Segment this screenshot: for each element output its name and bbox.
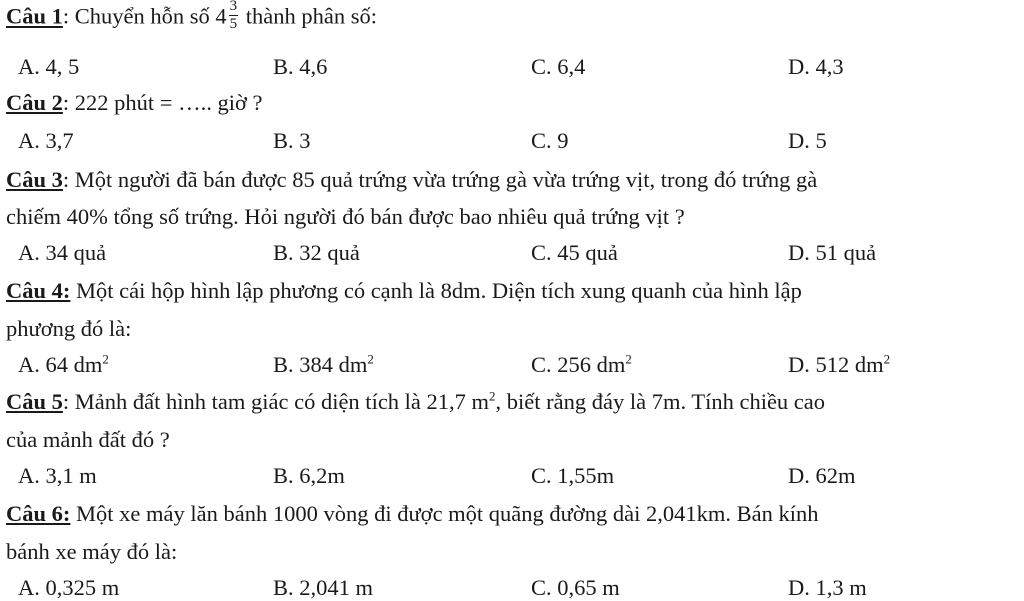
question-6-line-2: bánh xe máy đó là: (6, 539, 178, 564)
option-d[interactable]: D. 62m (788, 463, 856, 488)
question-text-end: thành phân số: (240, 3, 378, 29)
option-a[interactable]: A. 4, 5 (18, 54, 80, 79)
option-c[interactable]: C. 45 quả (531, 240, 618, 265)
option-b[interactable]: B. 6,2m (273, 463, 345, 488)
option-d[interactable]: D. 1,3 m (788, 575, 867, 600)
question-3-line-2: chiếm 40% tổng số trứng. Hỏi người đó bán được bao nhiêu quả trứng vịt ? (6, 204, 685, 229)
option-c[interactable]: C. 9 (531, 128, 569, 153)
question-label: Câu 4: (6, 278, 71, 303)
unit: dm (596, 352, 626, 377)
mixed-number-fraction (229, 0, 239, 32)
unit: dm (854, 352, 884, 377)
option-c[interactable]: C. 1,55m (531, 463, 615, 488)
option-c[interactable]: C. 0,65 m (531, 575, 620, 600)
option-a[interactable]: A. 64 $dm^2$ (18, 351, 109, 377)
question-5-line-2: của mảnh đất đó ? (6, 427, 170, 452)
question-text-end: , biết rằng đáy là 7m. Tính chiều cao (495, 389, 826, 414)
question-4 (6, 277, 802, 304)
unit-exponent: 2 (625, 351, 632, 367)
question-5 (6, 388, 825, 415)
question-label: Câu 1 (6, 3, 63, 29)
option-d[interactable]: D. 512 $dm^2$ (788, 351, 891, 377)
option-a[interactable]: A. 34 quả (18, 240, 107, 265)
option-d[interactable]: D. 51 quả (788, 240, 877, 265)
option-c[interactable]: C. 256 $dm^2$ (531, 351, 632, 377)
option-b[interactable]: B. 384 $dm^2$ (273, 351, 374, 377)
question-text: : Chuyển hỗn số 4 (62, 3, 227, 29)
option-d[interactable]: D. 5 (788, 128, 827, 153)
question-text: : Mảnh đất hình tam giác có diện tích là 21,7 m (62, 389, 490, 414)
option-c[interactable]: C. 6,4 (531, 54, 586, 79)
option-b[interactable]: B. 3 (273, 128, 311, 153)
question-3 (6, 166, 817, 193)
question-label: Câu 6: (6, 501, 71, 526)
unit: dm (338, 352, 368, 377)
unit-exponent: 2 (367, 351, 374, 367)
question-label: Câu 3 (6, 167, 63, 192)
option-b[interactable]: B. 32 quả (273, 240, 360, 265)
question-2 (6, 89, 262, 116)
option-b[interactable]: B. 2,041 m (273, 575, 374, 600)
unit: dm (73, 352, 103, 377)
option-d[interactable]: D. 4,3 (788, 54, 844, 79)
question-4-line-2: phương đó là: (6, 316, 132, 341)
area-exponent: 2 (489, 388, 496, 404)
option-a[interactable]: A. 0,325 m (18, 575, 120, 600)
unit-exponent: 2 (102, 351, 109, 367)
question-text: : Một người đã bán được 85 quả trứng vừa trứng gà vừa trứng vịt, trong đó trứng gà (62, 167, 818, 192)
unit-exponent: 2 (883, 351, 891, 367)
question-6 (6, 500, 819, 527)
question-text: Một cái hộp hình lập phương có cạnh là 8dm. Diện tích xung quanh của hình lập (70, 278, 802, 303)
option-a[interactable]: A. 3,1 m (18, 463, 97, 488)
option-b[interactable]: B. 4,6 (273, 54, 328, 79)
question-1 (6, 2, 377, 35)
question-label: Câu 2 (6, 90, 63, 115)
option-a[interactable]: A. 3,7 (18, 128, 74, 153)
question-text: Một xe máy lăn bánh 1000 vòng đi được một quãng đường dài 2,041km. Bán kính (70, 501, 819, 526)
question-label: Câu 5 (6, 389, 63, 414)
question-text: : 222 phút = ….. giờ ? (62, 90, 263, 115)
fraction-denominator: 5 (229, 16, 238, 32)
fraction-numerator: 3 (229, 0, 238, 14)
